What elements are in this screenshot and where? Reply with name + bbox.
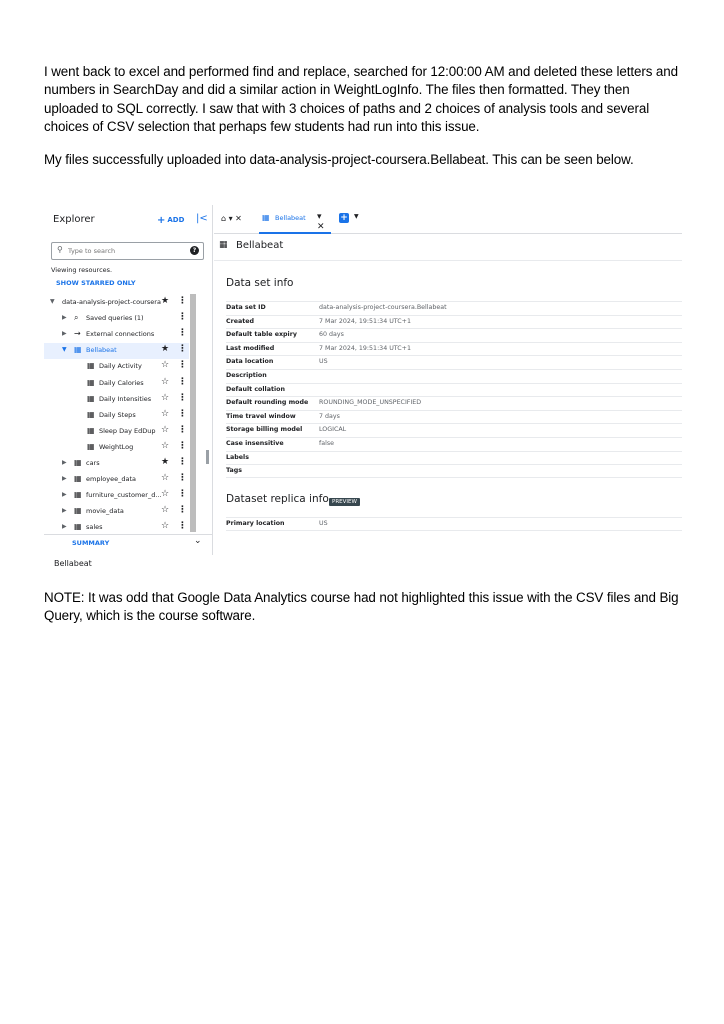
tree-item-label: data-analysis-project-coursera (62, 298, 161, 306)
info-key: Default rounding mode (226, 399, 309, 407)
show-starred-only-button[interactable]: SHOW STARRED ONLY (56, 279, 136, 287)
info-key: Time travel window (226, 412, 296, 420)
more-actions-icon[interactable]: ⋮ (178, 489, 187, 500)
tree-item[interactable] (44, 504, 189, 520)
more-actions-icon[interactable]: ⋮ (178, 296, 187, 306)
star-filled-icon[interactable]: ★ (161, 344, 170, 355)
paragraph-intro: I went back to excel and performed find and replace, searched for 12:00:00 AM and deleted these letters and numbers in SearchDay and did a similar action in WeightLogInfo. The files then formatted. They then uploaded to SQL correctly. I saw that with 3 choices of paths and 2 choices of analysis tools and several choices of CSV selection that perhaps few students had run into this issue. (44, 64, 678, 135)
info-value: data-analysis-project-coursera.Bellabeat (319, 304, 447, 311)
tree-item[interactable] (44, 488, 189, 504)
info-value: US (319, 520, 328, 527)
expand-right-icon[interactable]: ▶ (62, 475, 67, 483)
expand-right-icon[interactable]: ▶ (62, 507, 67, 515)
more-actions-icon[interactable]: ⋮ (178, 440, 187, 451)
info-row (226, 437, 682, 451)
more-actions-icon[interactable]: ⋮ (178, 392, 187, 403)
close-icon[interactable]: ▾ ✕ (317, 212, 325, 232)
expand-right-icon[interactable]: ▶ (62, 523, 67, 531)
info-key: Created (226, 317, 255, 325)
expand-right-icon[interactable]: ▶ (62, 459, 67, 466)
info-row (226, 315, 682, 329)
more-actions-icon[interactable]: ⋮ (178, 408, 187, 419)
info-row (226, 328, 682, 342)
tree-item[interactable] (44, 327, 189, 343)
star-outline-icon[interactable]: ☆ (161, 440, 170, 451)
info-value: LOGICAL (319, 426, 347, 434)
more-actions-icon[interactable]: ⋮ (178, 360, 187, 371)
tab-bellabeat[interactable] (259, 205, 331, 234)
star-outline-icon[interactable]: ☆ (161, 521, 170, 532)
info-row (226, 464, 682, 478)
table-icon: ▦ (87, 425, 95, 435)
viewing-resources-text: Viewing resources. (51, 266, 113, 274)
more-actions-icon[interactable]: ⋮ (178, 424, 187, 435)
info-key: Labels (226, 453, 249, 461)
add-button[interactable] (157, 215, 184, 226)
tree-item-label: furniture_customer_d... (86, 491, 162, 500)
tree-item[interactable] (44, 392, 189, 408)
replica-info-table (226, 517, 682, 531)
expand-right-icon[interactable]: ▶ (62, 491, 67, 499)
tree-item-label: Daily Steps (99, 410, 136, 419)
saved-query-icon: ⌕ (74, 313, 79, 323)
tree-item[interactable] (44, 456, 189, 472)
dataset-icon: ▦ (74, 522, 82, 532)
info-row (226, 451, 682, 465)
info-row (226, 517, 682, 531)
expand-down-icon[interactable]: ▼ (62, 346, 67, 354)
star-outline-icon[interactable]: ☆ (161, 392, 170, 403)
more-actions-icon[interactable]: ⋮ (178, 328, 187, 339)
info-key: Data set ID (226, 304, 266, 311)
star-outline-icon[interactable]: ☆ (161, 376, 170, 387)
star-filled-icon[interactable]: ★ (161, 296, 170, 306)
paragraph-note: NOTE: It was odd that Google Data Analytics course had not highlighted this issue with the CSV files and Big Query, which is the course software. (44, 590, 679, 624)
tree-item-label: employee_data (86, 475, 136, 484)
tree-item-label: Saved queries (1) (86, 314, 144, 323)
tree-item-label: movie_data (86, 507, 124, 516)
tree-item-label: Bellabeat (86, 346, 117, 355)
star-outline-icon[interactable]: ☆ (161, 360, 170, 371)
tree-item[interactable] (44, 440, 189, 456)
star-outline-icon[interactable]: ☆ (161, 408, 170, 419)
table-icon: ▦ (87, 393, 95, 403)
dataset-info-table (226, 301, 682, 478)
dataset-icon: ▦ (219, 240, 228, 250)
dataset-title: Bellabeat (236, 240, 284, 251)
info-key: Case insensitive (226, 439, 284, 447)
info-key: Description (226, 371, 267, 379)
more-actions-icon[interactable]: ⋮ (178, 344, 187, 355)
divider (214, 260, 682, 261)
info-value: ROUNDING_MODE_UNSPECIFIED (319, 399, 422, 407)
info-value: 7 days (319, 412, 340, 420)
table-icon: ▦ (87, 441, 95, 451)
info-value: false (319, 439, 334, 447)
dataset-icon: ▦ (262, 213, 270, 222)
scrollbar[interactable] (190, 294, 196, 532)
dataset-icon: ▦ (74, 506, 82, 516)
dataset-icon: ▦ (74, 345, 82, 355)
tree-item[interactable] (44, 472, 189, 488)
more-actions-icon[interactable]: ⋮ (178, 457, 187, 467)
dataset-icon: ▦ (74, 458, 82, 467)
info-row (226, 423, 682, 437)
expand-down-icon[interactable]: ▼ (50, 298, 55, 305)
info-row (226, 369, 682, 383)
summary-bar[interactable] (44, 534, 212, 553)
collapse-panel-icon[interactable]: |< (196, 213, 208, 224)
star-filled-icon[interactable]: ★ (161, 457, 170, 467)
tree-item[interactable] (44, 359, 189, 375)
tree-item-label: cars (86, 459, 100, 467)
star-outline-icon[interactable]: ☆ (161, 505, 170, 516)
search-input[interactable] (68, 245, 178, 257)
bigquery-screenshot (44, 205, 682, 573)
info-key: Default table expiry (226, 331, 297, 339)
paragraph-upload: My files successfully uploaded into data-analysis-project-coursera.Bellabeat. This can be seen below. (44, 152, 634, 167)
dataset-icon: ▦ (74, 490, 82, 500)
more-actions-icon[interactable]: ⋮ (178, 521, 187, 532)
tree-item-label: Daily Activity (99, 362, 142, 371)
search-icon: ⚲ (57, 245, 63, 254)
chevron-down-icon[interactable]: ⌄ (194, 536, 202, 546)
expand-right-icon[interactable]: ▶ (62, 330, 67, 338)
info-key: Default collation (226, 385, 285, 393)
tree-item[interactable] (44, 376, 189, 392)
home-tab-icon[interactable]: ⌂ ▾ ✕ (221, 214, 242, 223)
plus-icon: + (157, 215, 166, 226)
info-row (226, 410, 682, 424)
info-key: Last modified (226, 344, 275, 352)
tree-item[interactable] (44, 424, 189, 440)
info-key: Primary location (226, 520, 285, 527)
info-key: Storage billing model (226, 426, 303, 434)
tab-label: Bellabeat (275, 214, 306, 222)
star-outline-icon[interactable]: ☆ (161, 424, 170, 435)
chevron-down-icon[interactable]: ▼ (354, 213, 359, 220)
tree-item[interactable] (44, 311, 189, 327)
table-icon: ▦ (87, 409, 95, 419)
more-actions-icon[interactable]: ⋮ (178, 505, 187, 516)
help-icon[interactable]: ? (190, 246, 199, 255)
panel-resize-handle[interactable] (206, 450, 209, 464)
info-row (226, 355, 682, 369)
info-value: 7 Mar 2024, 19:51:34 UTC+1 (319, 344, 411, 352)
table-icon: ▦ (87, 361, 95, 371)
info-row (226, 301, 682, 315)
info-key: Data location (226, 358, 274, 366)
more-actions-icon[interactable]: ⋮ (178, 473, 187, 484)
tree-item-label: External connections (86, 330, 155, 339)
explorer-title: Explorer (53, 214, 95, 225)
tree-item-label: Daily Intensities (99, 394, 152, 403)
selected-resource-name: Bellabeat (54, 559, 92, 568)
info-key: Tags (226, 467, 242, 475)
search-box[interactable] (51, 242, 204, 260)
tree-item[interactable] (44, 343, 189, 359)
scrollbar-thumb[interactable] (190, 294, 196, 532)
tree-item-label: WeightLog (99, 442, 134, 451)
tree-item[interactable] (44, 295, 189, 311)
info-row (226, 396, 682, 410)
new-tab-icon[interactable]: + (340, 213, 348, 223)
expand-right-icon[interactable]: ▶ (62, 314, 67, 322)
add-label: ADD (167, 216, 185, 224)
main-panel (214, 205, 682, 573)
star-outline-icon[interactable]: ☆ (161, 473, 170, 484)
preview-badge: PREVIEW (329, 498, 360, 506)
table-icon: ▦ (87, 377, 95, 387)
tree-item-label: Sleep Day EdDup (99, 426, 156, 435)
external-connection-icon: → (74, 329, 81, 339)
info-value: 7 Mar 2024, 19:51:34 UTC+1 (319, 317, 411, 325)
info-value: 60 days (319, 331, 344, 339)
tab-bar (214, 205, 682, 234)
dataset-info-heading: Data set info (226, 277, 294, 289)
info-value: US (319, 358, 328, 366)
info-row (226, 383, 682, 397)
explorer-panel (44, 205, 213, 555)
summary-label: SUMMARY (72, 539, 110, 547)
star-outline-icon[interactable]: ☆ (161, 489, 170, 500)
more-actions-icon[interactable]: ⋮ (178, 376, 187, 387)
tree-item-label: sales (86, 523, 103, 532)
more-actions-icon[interactable]: ⋮ (178, 312, 187, 323)
info-row (226, 342, 682, 356)
replica-info-heading: Dataset replica info (226, 493, 329, 505)
dataset-icon: ▦ (74, 474, 82, 484)
tree-item[interactable] (44, 408, 189, 424)
tree-item-label: Daily Calories (99, 378, 144, 387)
